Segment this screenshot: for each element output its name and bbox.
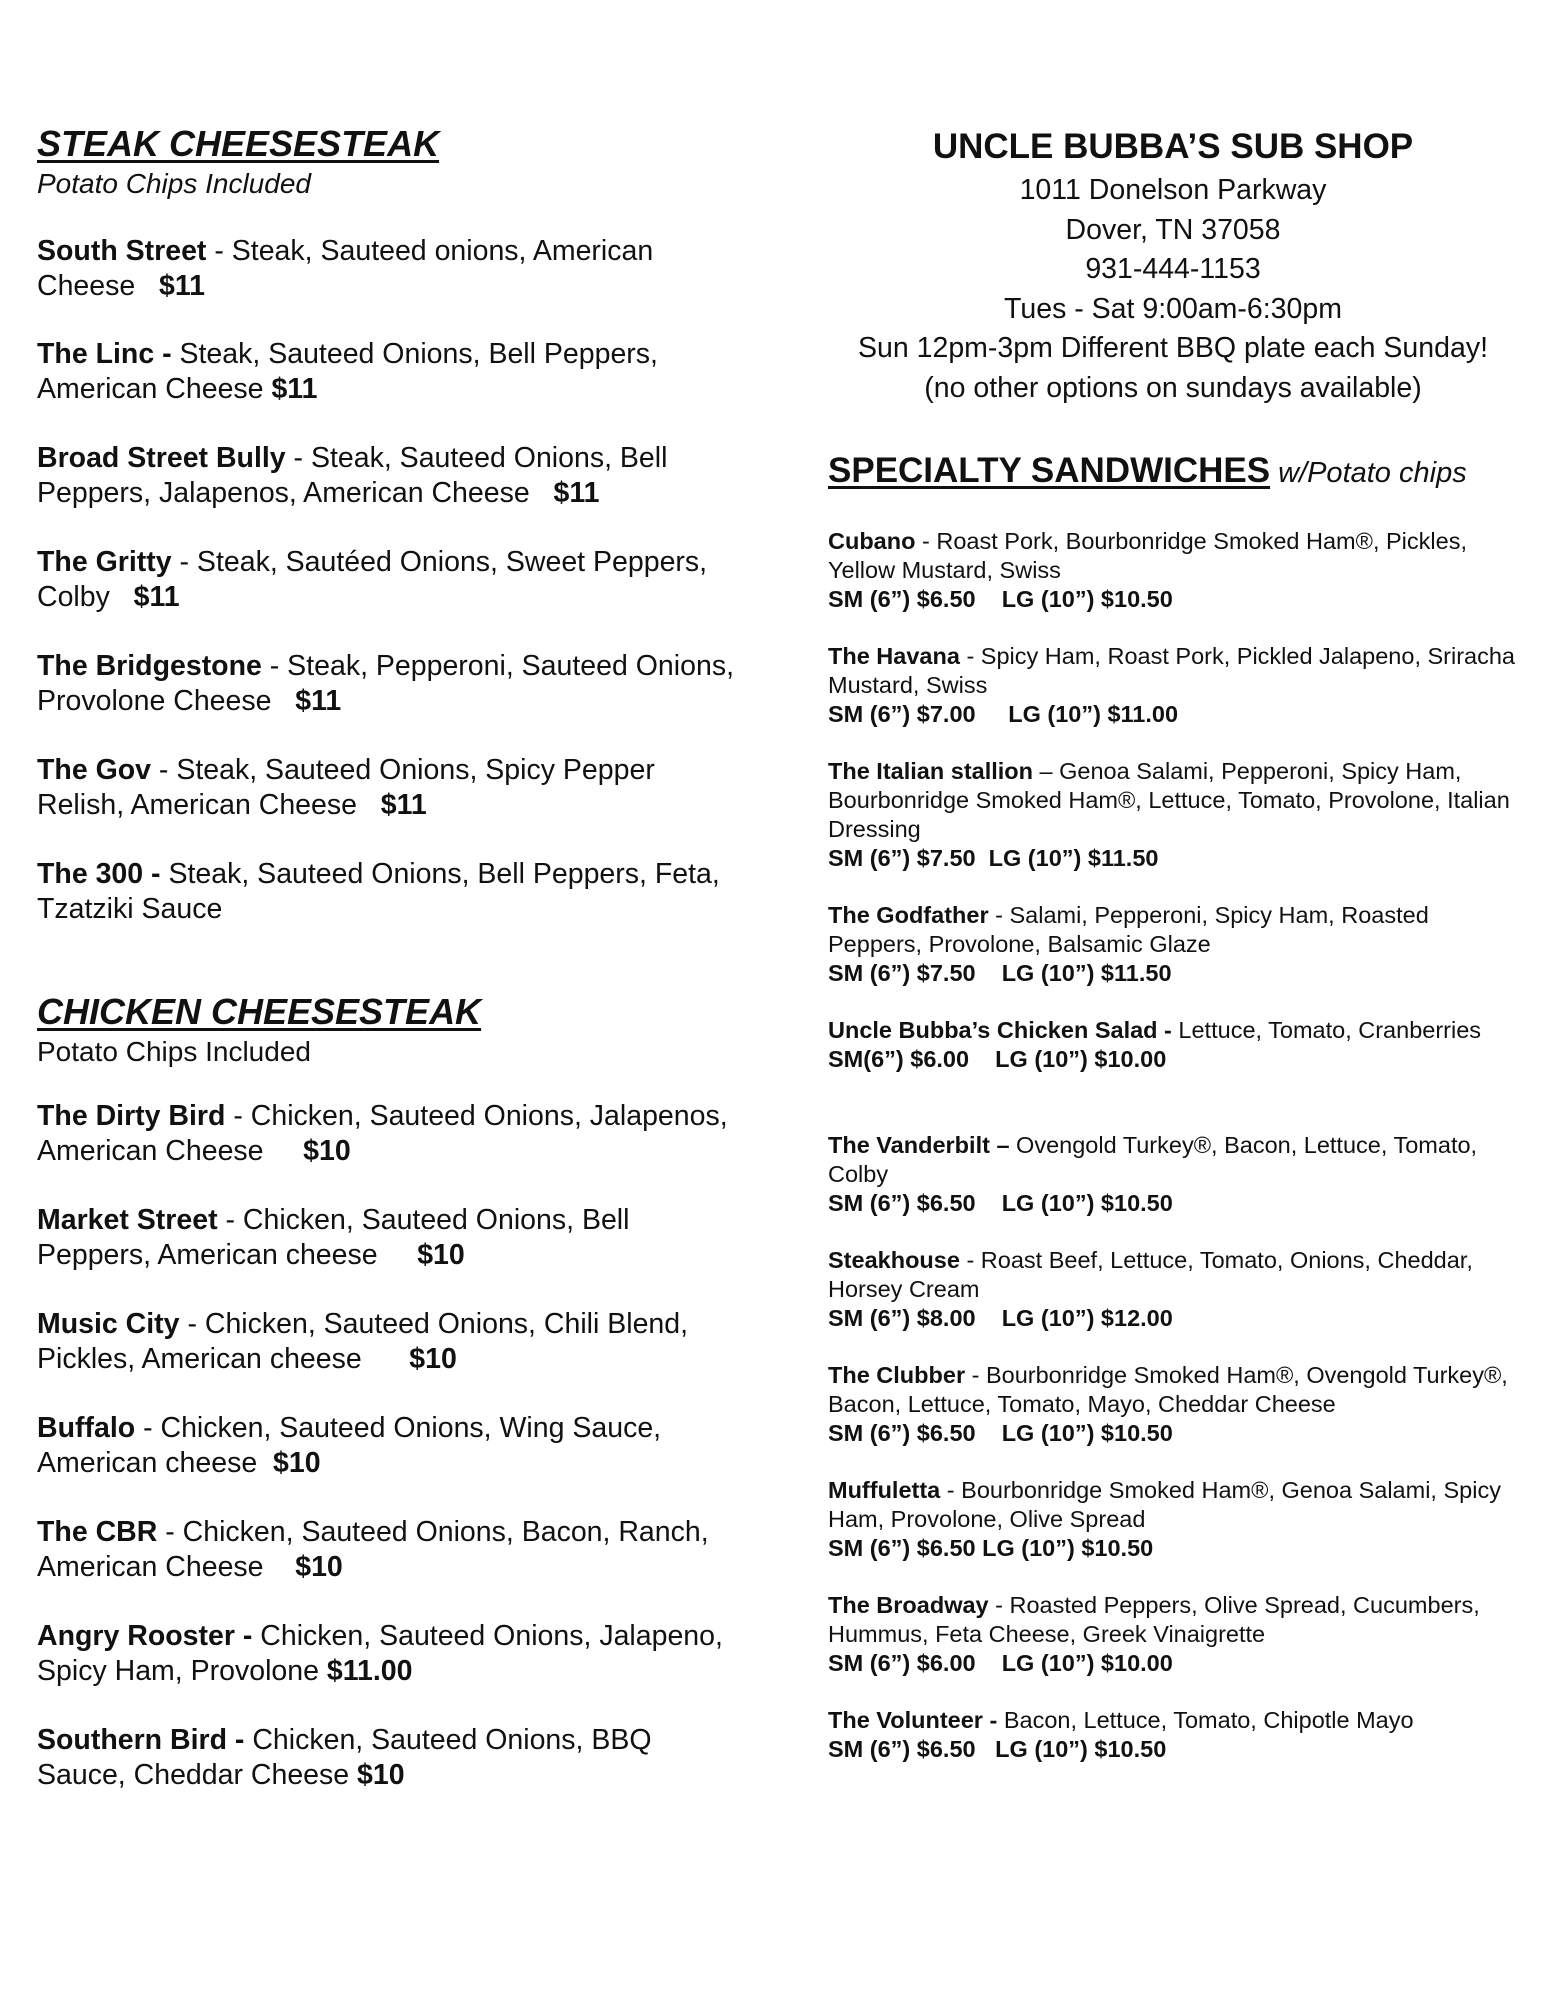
menu-item-market-street: [37, 1203, 737, 1273]
item-name: The Dirty Bird: [37, 1100, 226, 1132]
shop-phone: 931-444-1153: [1085, 253, 1261, 285]
shop-hours: Tues - Sat 9:00am-6:30pm: [1004, 292, 1342, 325]
item-description: Steak, Sauteed Onions, Bell Peppers, American Cheese: [37, 338, 658, 405]
item-name: The Gov: [37, 754, 152, 786]
item-price: $10: [295, 1551, 343, 1583]
shop-name: UNCLE BUBBA’S SUB SHOP: [932, 127, 1414, 166]
item-name: The Bridgestone: [37, 650, 262, 682]
steak-section-subtitle: Potato Chips Included: [37, 168, 311, 199]
item-name: South Street: [37, 235, 207, 267]
item-name: Music City: [37, 1308, 180, 1340]
item-price: $10: [273, 1447, 321, 1479]
menu-item-the-cbr: [37, 1515, 737, 1585]
menu-item-the-gov: [37, 753, 737, 823]
item-price: $10: [303, 1135, 351, 1167]
item-name: Buffalo: [37, 1412, 136, 1444]
menu-item-the-bridgestone: [37, 649, 737, 719]
menu-item-the-clubber: [828, 1361, 1518, 1448]
item-price: $10: [409, 1343, 457, 1375]
item-price: SM (6”) $6.50 LG (10”) $10.50: [828, 1420, 1173, 1446]
menu-item-the-godfather: [828, 901, 1518, 988]
item-name: Cubano: [828, 528, 916, 554]
item-description: - Chicken, Sauteed Onions, Chili Blend, Pickles, American cheese: [37, 1308, 689, 1375]
menu-item-the-havana: [828, 642, 1518, 729]
menu-item-the-vanderbilt: [828, 1131, 1518, 1218]
shop-sunday-note: (no other options on sundays available): [924, 371, 1422, 404]
menu-item-broad-street-bully: [37, 441, 737, 511]
menu-item-muffuletta: [828, 1476, 1518, 1563]
item-description: - Steak, Sauteed Onions, Spicy Pepper Relish, American Cheese: [37, 754, 655, 821]
item-price: $10: [357, 1759, 405, 1791]
item-description: - Bourbonridge Smoked Ham®, Ovengold Turkey®, Bacon, Lettuce, Tomato, Mayo, Cheddar Cheese: [828, 1362, 1508, 1417]
item-name: Angry Rooster -: [37, 1620, 261, 1652]
item-description: - Chicken, Sauteed Onions, Bell Peppers, American cheese: [37, 1204, 630, 1271]
item-description: - Steak, Sautéed Onions, Sweet Peppers, Colby: [37, 546, 708, 613]
menu-item-steakhouse: [828, 1246, 1518, 1333]
item-price: SM (6”) $6.50 LG (10”) $10.50: [828, 1736, 1167, 1762]
item-price: $11: [159, 270, 205, 302]
item-name: Broad Street Bully: [37, 442, 286, 474]
menu-item-the-dirty-bird: [37, 1099, 737, 1169]
menu-item-south-street: [37, 234, 737, 304]
item-description: - Roast Beef, Lettuce, Tomato, Onions, Cheddar, Horsey Cream: [828, 1247, 1473, 1302]
item-price: $10: [417, 1239, 465, 1271]
item-price: SM (6”) $7.50 LG (10”) $11.50: [828, 845, 1159, 871]
item-description: - Steak, Sauteed onions, American Cheese: [37, 235, 654, 302]
item-description: - Roast Pork, Bourbonridge Smoked Ham®, Pickles, Yellow Mustard, Swiss: [828, 528, 1467, 583]
item-name: The Broadway: [828, 1592, 989, 1618]
menu-item-buffalo: [37, 1411, 737, 1481]
item-description: - Chicken, Sauteed Onions, Jalapenos, American Cheese: [37, 1100, 728, 1167]
item-name: The Italian stallion: [828, 758, 1034, 784]
menu-item-the-300: [37, 857, 737, 927]
item-price: SM (6”) $6.50 LG (10”) $10.50: [828, 586, 1173, 612]
item-description: Chicken, Sauteed Onions, BBQ Sauce, Cheddar Cheese: [37, 1724, 652, 1791]
specialty-section-title: SPECIALTY SANDWICHES: [828, 451, 1271, 490]
chicken-section-subtitle: Potato Chips Included: [37, 1036, 311, 1067]
item-description: - Bourbonridge Smoked Ham®, Genoa Salami, Spicy Ham, Provolone, Olive Spread: [828, 1477, 1501, 1532]
item-name: The Vanderbilt –: [828, 1132, 1017, 1158]
menu-item-southern-bird: [37, 1723, 737, 1793]
chicken-section-title: CHICKEN CHEESESTEAK: [37, 991, 482, 1032]
shop-address-line1: 1011 Donelson Parkway: [1019, 174, 1327, 206]
shop-sunday-hours: Sun 12pm-3pm Different BBQ plate each Sunday!: [857, 332, 1488, 364]
menu-item-the-linc: [37, 337, 737, 407]
item-name: The Godfather: [828, 902, 989, 928]
menu-item-angry-rooster: [37, 1619, 737, 1689]
item-name: The Gritty: [37, 546, 172, 578]
item-name: The 300 -: [37, 858, 169, 890]
shop-info: [828, 125, 1518, 408]
item-description: - Spicy Ham, Roast Pork, Pickled Jalapeno, Sriracha Mustard, Swiss: [828, 643, 1516, 698]
shop-address-line2: Dover, TN 37058: [1065, 213, 1281, 246]
item-price: $11: [133, 581, 180, 613]
item-price: $11: [553, 477, 600, 509]
item-description: Lettuce, Tomato, Cranberries: [1178, 1017, 1482, 1043]
item-description: - Chicken, Sauteed Onions, Wing Sauce, American cheese: [37, 1412, 662, 1479]
specialty-section-subtitle: w/Potato chips: [1278, 457, 1467, 489]
item-price: SM (6”) $7.00 LG (10”) $11.00: [828, 701, 1179, 727]
item-name: Muffuletta: [828, 1477, 941, 1503]
menu-item-cubano: [828, 527, 1518, 614]
specialty-section-header: [828, 451, 1467, 491]
item-description: – Genoa Salami, Pepperoni, Spicy Ham, Bourbonridge Smoked Ham®, Lettuce, Tomato, Provolone, Italian Dressing: [828, 758, 1510, 842]
item-name: Steakhouse: [828, 1247, 960, 1273]
item-description: - Steak, Pepperoni, Sauteed Onions, Provolone Cheese: [37, 650, 734, 717]
item-name: Market Street: [37, 1204, 218, 1236]
item-description: - Chicken, Sauteed Onions, Bacon, Ranch, American Cheese: [37, 1516, 709, 1583]
item-description: Bacon, Lettuce, Tomato, Chipotle Mayo: [1003, 1707, 1414, 1733]
steak-section-title: STEAK CHEESESTEAK: [37, 123, 440, 164]
item-price: SM (6”) $8.00 LG (10”) $12.00: [828, 1305, 1173, 1331]
item-name: Uncle Bubba’s Chicken Salad -: [828, 1017, 1179, 1043]
item-name: The Clubber: [828, 1362, 966, 1388]
item-price: SM (6”) $6.50 LG (10”) $10.50: [828, 1535, 1154, 1561]
item-price: $11.00: [326, 1655, 413, 1687]
menu-item-the-gritty: [37, 545, 737, 615]
item-price: $11: [380, 789, 427, 821]
menu-item-music-city: [37, 1307, 737, 1377]
menu-item-uncle-bubbas-chicken-salad: [828, 1016, 1518, 1074]
item-name: Southern Bird -: [37, 1724, 253, 1756]
item-description: Ovengold Turkey®, Bacon, Lettuce, Tomato, Colby: [828, 1132, 1478, 1187]
item-name: The Volunteer -: [828, 1707, 1004, 1733]
item-price: SM (6”) $6.50 LG (10”) $10.50: [828, 1190, 1173, 1216]
item-name: The Havana: [828, 643, 960, 669]
item-price: SM (6”) $6.00 LG (10”) $10.00: [828, 1650, 1173, 1676]
item-price: $11: [295, 685, 342, 717]
item-description: - Salami, Pepperoni, Spicy Ham, Roasted Peppers, Provolone, Balsamic Glaze: [828, 902, 1429, 957]
menu-item-the-italian-stallion: [828, 757, 1518, 873]
item-name: The Linc -: [37, 338, 180, 370]
item-description: - Steak, Sauteed Onions, Bell Peppers, Jalapenos, American Cheese: [37, 442, 668, 509]
item-price: $11: [271, 373, 318, 405]
menu-item-the-broadway: [828, 1591, 1518, 1678]
item-description: Steak, Sauteed Onions, Bell Peppers, Feta, Tzatziki Sauce: [37, 858, 720, 925]
item-name: The CBR: [37, 1516, 158, 1548]
menu-item-the-volunteer: [828, 1706, 1518, 1764]
item-price: SM (6”) $7.50 LG (10”) $11.50: [828, 960, 1172, 986]
item-price: SM(6”) $6.00 LG (10”) $10.00: [828, 1046, 1167, 1072]
item-description: Chicken, Sauteed Onions, Jalapeno, Spicy Ham, Provolone: [37, 1620, 723, 1687]
item-description: - Roasted Peppers, Olive Spread, Cucumbers, Hummus, Feta Cheese, Greek Vinaigrette: [828, 1592, 1480, 1647]
